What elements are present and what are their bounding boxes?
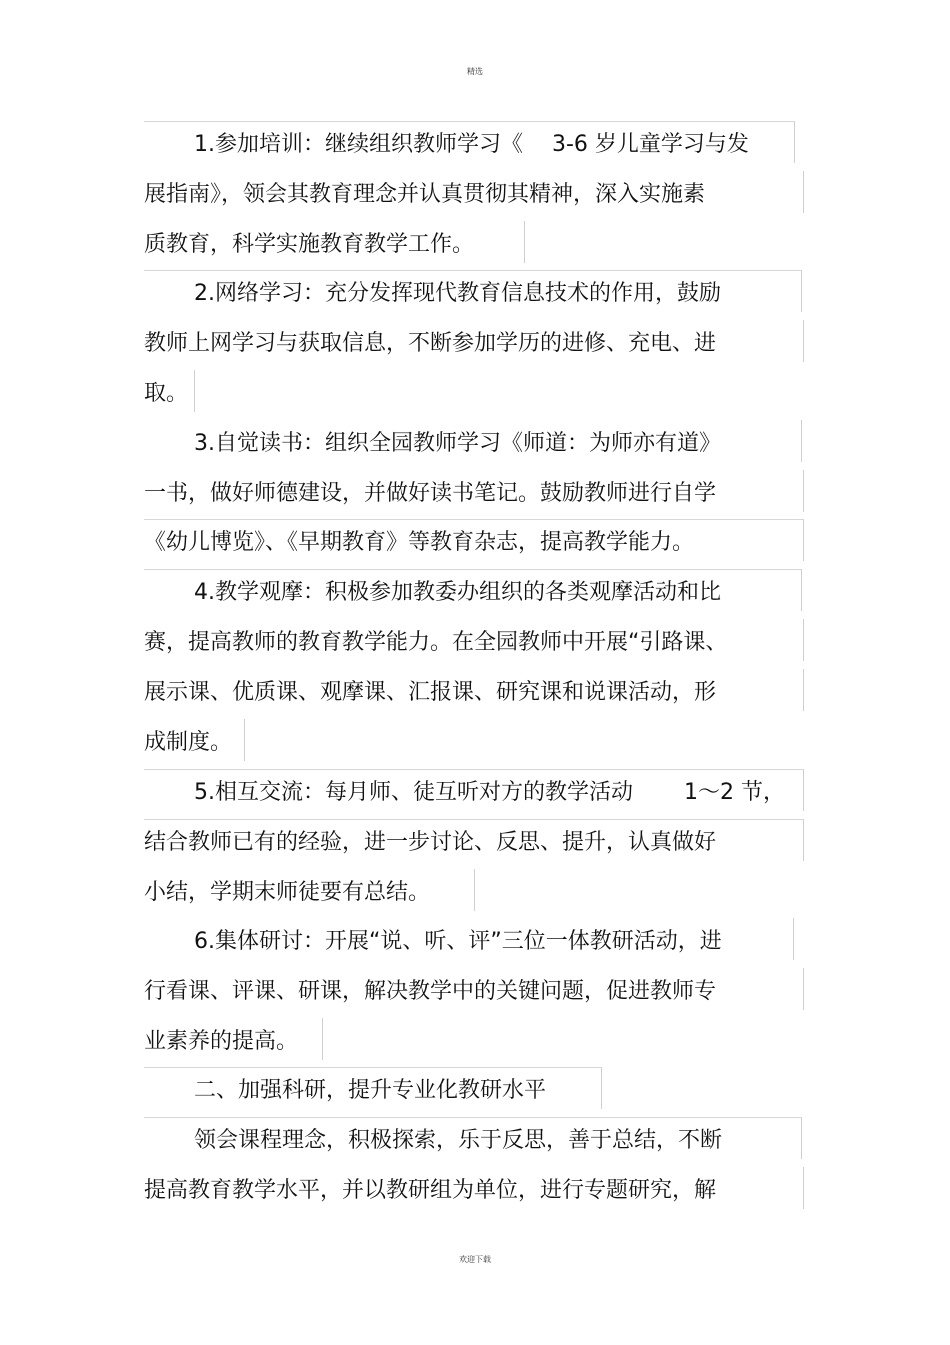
rule xyxy=(524,221,525,263)
rule xyxy=(803,519,804,561)
text-line: 质教育，科学实施教育教学工作。 xyxy=(144,232,475,257)
rule xyxy=(803,819,804,861)
text-line: 4.教学观摩：积极参加教委办组织的各类观摩活动和比 xyxy=(194,580,721,605)
rule xyxy=(801,1117,802,1159)
page-footer-mark: 欢迎下载 xyxy=(459,1255,491,1264)
text-line: 5.相互交流：每月师、徒互听对方的教学活动 1～2 节， xyxy=(194,780,785,805)
text-line: 一书，做好师德建设，并做好读书笔记。鼓励教师进行自学 xyxy=(144,481,717,506)
text-line: 赛，提高教师的教育教学能力。在全园教师中开展“引路课、 xyxy=(144,630,728,655)
text-line: 1.参加培训：继续组织教师学习《 3-6 岁儿童学习与发 xyxy=(194,132,749,157)
text-line: 成制度。 xyxy=(144,730,233,755)
rule xyxy=(244,719,245,761)
rule xyxy=(801,420,802,462)
section-heading: 二、加强科研，提升专业化教研水平 xyxy=(194,1078,547,1103)
text-line: 展指南》，领会其教育理念并认真贯彻其精神，深入实施素 xyxy=(144,182,706,207)
rule xyxy=(194,370,195,412)
rule xyxy=(474,869,475,911)
text-line: 取。 xyxy=(144,381,189,406)
text-line: 小结，学期末师徒要有总结。 xyxy=(144,880,431,905)
text-line: 展示课、优质课、观摩课、汇报课、研究课和说课活动，形 xyxy=(144,680,717,705)
rule xyxy=(803,669,804,711)
rule xyxy=(803,619,804,661)
rule xyxy=(801,569,802,611)
page-header-mark: 精选 xyxy=(467,67,483,76)
rule xyxy=(793,918,794,960)
text-line: 《幼儿博览》、《早期教育》等教育杂志，提高教学能力。 xyxy=(144,530,695,555)
text-line: 教师上网学习与获取信息，不断参加学历的进修、充电、进 xyxy=(144,331,717,356)
rule xyxy=(803,968,804,1010)
text-line: 2.网络学习：充分发挥现代教育信息技术的作用，鼓励 xyxy=(194,281,721,306)
rule xyxy=(601,1067,602,1109)
rule xyxy=(794,121,795,163)
rule xyxy=(803,769,804,811)
rule xyxy=(803,1167,804,1209)
text-line: 业素养的提高。 xyxy=(144,1029,299,1054)
rule xyxy=(803,320,804,362)
text-line: 结合教师已有的经验，进一步讨论、反思、提升，认真做好 xyxy=(144,830,717,855)
rule xyxy=(801,270,802,312)
rule xyxy=(803,470,804,512)
text-line: 6.集体研讨：开展“说、听、评”三位一体教研活动，进 xyxy=(194,929,722,954)
rule xyxy=(803,171,804,213)
rule xyxy=(322,1018,323,1060)
text-line: 领会课程理念，积极探索，乐于反思，善于总结，不断 xyxy=(194,1128,723,1153)
text-line: 提高教育教学水平，并以教研组为单位，进行专题研究，解 xyxy=(144,1178,717,1203)
text-line: 3.自觉读书：组织全园教师学习《师道：为师亦有道》 xyxy=(194,431,721,456)
text-line: 行看课、评课、研课，解决教学中的关键问题，促进教师专 xyxy=(144,979,717,1004)
